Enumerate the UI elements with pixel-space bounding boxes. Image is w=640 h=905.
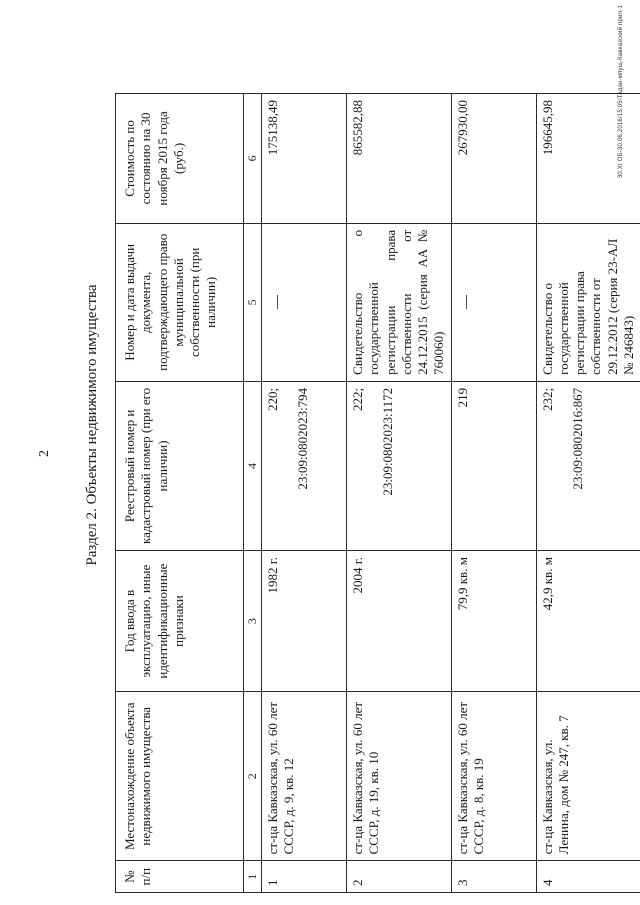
file-path-footer: 30.XI ОБ-30.06.2016/15:05\Тадан-мпущ-Кавказский прил-1 — [618, 5, 624, 179]
property-area: 79,9 кв. м — [451, 551, 536, 692]
row-number: 1 — [262, 861, 347, 893]
column-number-row — [244, 94, 262, 893]
table-row — [536, 94, 640, 893]
column-number: 6 — [244, 94, 262, 224]
registry-number: 232; — [539, 387, 555, 411]
registry-number: 222; — [350, 387, 365, 411]
property-location: ст-ца Кавказская, ул. 60 лет СССР, д. 8, кв. 19 — [451, 692, 536, 861]
table-row — [347, 94, 452, 893]
cadastral-number: 23:09:0802016:867 — [569, 387, 585, 490]
cadastral-number: 23:09:0802023:794 — [295, 387, 311, 490]
property-location: ст-ца Кавказская, ул. Ленина, дом № 247, кв. 7 — [536, 692, 640, 861]
registry-number: 220; — [265, 387, 280, 411]
property-location: ст-ца Кавказская, ул. 60 лет СССР, д. 9, кв. 12 — [262, 692, 347, 861]
empty-dash — [277, 295, 278, 309]
header-location: Местонахождение объекта недвижимого имущества — [116, 692, 244, 861]
table-row — [262, 94, 347, 893]
table-row — [451, 94, 536, 893]
section-title: Раздел 2. Объекты недвижимого имущества — [84, 284, 100, 566]
table-header-row — [116, 94, 244, 893]
row-number: 2 — [347, 861, 452, 893]
row-number: 4 — [536, 861, 640, 893]
column-number: 5 — [244, 223, 262, 381]
property-year: 2004 г. — [347, 551, 452, 692]
property-location: ст-ца Кавказская, ул. 60 лет СССР, д. 19, кв. 10 — [347, 692, 452, 861]
property-cost: 175138,49 — [262, 94, 347, 224]
registry-number: 219 — [454, 387, 470, 408]
column-number: 3 — [244, 551, 262, 692]
registry-cell — [536, 381, 640, 550]
empty-dash — [466, 295, 467, 309]
property-cost: 865582,88 — [347, 94, 452, 224]
header-document: Номер и дата выдачи документа, подтверждающего право муниципальной собственности (при наличии) — [116, 223, 244, 381]
registry-cell — [347, 381, 452, 550]
real-estate-table — [115, 93, 640, 893]
registry-cell — [451, 381, 536, 550]
header-number: № п/п — [116, 861, 244, 893]
property-area: 42,9 кв. м — [536, 551, 640, 692]
header-year: Год ввода в эксплуатацию, иные идентификационные признаки — [116, 551, 244, 692]
column-number: 4 — [244, 381, 262, 550]
cadastral-number: 23:09:0802023:1172 — [380, 387, 396, 496]
column-number: 2 — [244, 692, 262, 861]
ownership-document — [262, 223, 347, 381]
ownership-document: Свидетельство о государственной регистрации права собственности от 29.12.2012 (серия 23-АЛ № 246843) — [536, 223, 640, 381]
page-number: 2 — [37, 450, 52, 457]
column-number: 1 — [244, 861, 262, 893]
property-cost: 196645,98 — [536, 94, 640, 224]
header-cost: Стоимость по состоянию на 30 ноября 2015 года (руб.) — [116, 94, 244, 224]
registry-cell — [262, 381, 347, 550]
ownership-document: Свидетельство о государственной регистрации права собственности от 24.12.2015 (серия АА № 760060) — [347, 223, 452, 381]
ownership-document — [451, 223, 536, 381]
header-registry: Реестровый номер и кадастровый номер (при его наличии) — [116, 381, 244, 550]
property-year: 1982 г. — [262, 551, 347, 692]
property-cost: 267930,00 — [451, 94, 536, 224]
row-number: 3 — [451, 861, 536, 893]
